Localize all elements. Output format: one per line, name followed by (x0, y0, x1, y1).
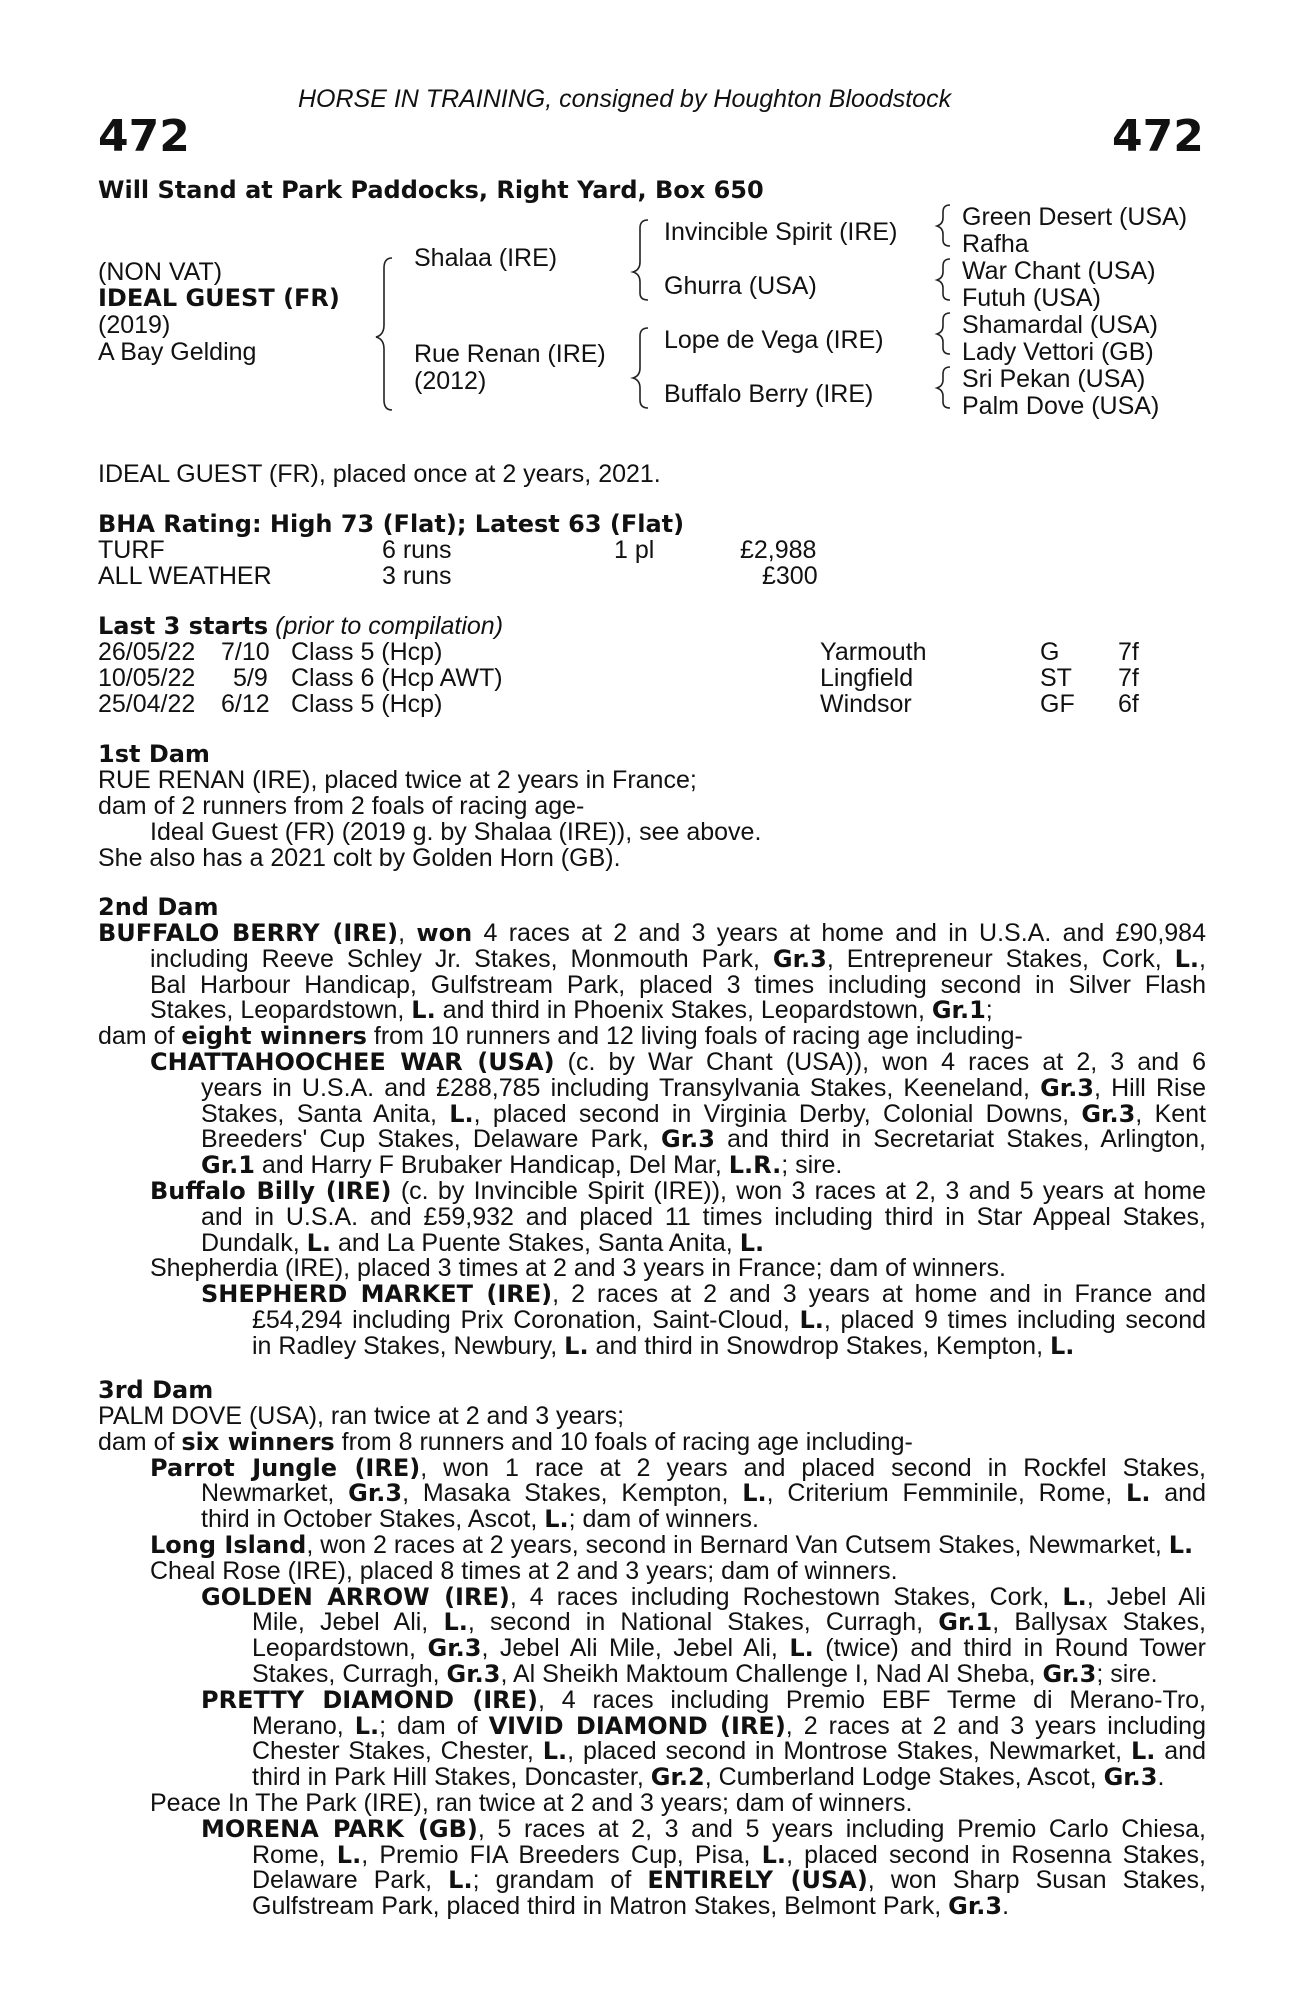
pedigree-line: Stakes, Curragh, Gr.3, Al Sheikh Maktoum Challenge I, Nad Al Sheba, Gr.3; sire. (252, 1660, 1158, 1688)
pedigree-line: Long Island, won 2 races at 2 years, second in Bernard Van Cutsem Stakes, Newmarket, L. (150, 1531, 1194, 1559)
rating-placings-1: 1 pl (614, 536, 655, 564)
pedigree-line: third in October Stakes, Ascot, L.; dam of winners. (201, 1505, 759, 1533)
pedigree-line: Buffalo Billy (IRE) (c. by Invincible Spirit (IRE)), won 3 races at 2, 3 and 5 years at home (150, 1178, 1206, 1204)
pedigree-line: BUFFALO BERRY (IRE), won 4 races at 2 and 3 years at home and in U.S.A. and £90,984 (98, 920, 1206, 946)
rating-runs-2: 3 runs (382, 562, 452, 590)
pedigree-line: Delaware Park, L.; grandam of ENTIRELY (USA), won Sharp Susan Stakes, (252, 1867, 1206, 1893)
horse-year: (2019) (98, 311, 171, 339)
start-position: 5/9 (233, 664, 268, 692)
last-starts-heading-row (98, 613, 503, 639)
pedigree-gen3-4: Futuh (USA) (962, 284, 1101, 312)
lot-number-right: 472 (1112, 111, 1204, 162)
pedigree-line: Gulfstream Park, placed third in Matron Stakes, Belmont Park, Gr.3. (252, 1892, 1010, 1920)
rating-surface-1: TURF (98, 536, 165, 564)
pedigree-line: PRETTY DIAMOND (IRE), 4 races including Premio EBF Terme di Merano-Tro, (201, 1687, 1206, 1713)
pedigree-gen3-2: Rafha (962, 230, 1029, 258)
first-dam-line: She also has a 2021 colt by Golden Horn (GB). (98, 844, 621, 872)
pedigree-line: PALM DOVE (USA), ran twice at 2 and 3 years; (98, 1402, 625, 1430)
pedigree-line: £54,294 including Prix Coronation, Saint-Cloud, L., placed 9 times including second (252, 1307, 1206, 1333)
pedigree-line: CHATTAHOOCHEE WAR (USA) (c. by War Chant (USA)), won 4 races at 2, 3 and 6 (150, 1049, 1206, 1075)
rating-surface-2: ALL WEATHER (98, 562, 272, 590)
pedigree-line: Chester Stakes, Chester, L., placed second in Montrose Stakes, Newmarket, L. and (252, 1738, 1206, 1764)
start-distance: 7f (1118, 638, 1139, 666)
rating-runs-1: 6 runs (382, 536, 452, 564)
last-starts-heading: Last 3 starts (98, 612, 269, 640)
pedigree-line: Dundalk, L. and La Puente Stakes, Santa Anita, L. (201, 1229, 765, 1257)
first-dam-line: RUE RENAN (IRE), placed twice at 2 years in France; (98, 766, 697, 794)
start-going: G (1040, 638, 1060, 666)
pedigree-sire: Shalaa (IRE) (414, 244, 558, 272)
first-dam-line: dam of 2 runners from 2 foals of racing age- (98, 792, 585, 820)
pedigree-line: and in U.S.A. and £59,932 and placed 11 times including third in Star Appeal Stakes, (201, 1204, 1206, 1230)
stand-location: Will Stand at Park Paddocks, Right Yard, Box 650 (98, 176, 764, 204)
start-course: Yarmouth (820, 638, 927, 666)
pedigree-line: dam of eight winners from 10 runners and 12 living foals of racing age including- (98, 1022, 1023, 1050)
start-race: Class 5 (Hcp) (291, 690, 443, 718)
pedigree-line: including Reeve Schley Jr. Stakes, Monmouth Park, Gr.3, Entrepreneur Stakes, Cork, L., (150, 946, 1206, 972)
pedigree-dam-year: (2012) (414, 367, 487, 395)
pedigree-line: Bal Harbour Handicap, Gulfstream Park, placed 3 times including second in Silver Flash (150, 972, 1206, 998)
pedigree-gen3-1: Green Desert (USA) (962, 203, 1188, 231)
start-date: 25/04/22 (98, 690, 196, 718)
pedigree-gen3-3: War Chant (USA) (962, 257, 1156, 285)
pedigree-line: dam of six winners from 8 runners and 10 foals of racing age including- (98, 1428, 913, 1456)
pedigree-line: Shepherdia (IRE), placed 3 times at 2 and 3 years in France; dam of winners. (150, 1254, 1006, 1282)
pedigree-gen2-1: Invincible Spirit (IRE) (664, 218, 898, 246)
second-dam-heading: 2nd Dam (98, 893, 219, 921)
start-race: Class 5 (Hcp) (291, 638, 443, 666)
start-course: Windsor (820, 690, 912, 718)
pedigree-line: years in U.S.A. and £288,785 including Transylvania Stakes, Keeneland, Gr.3, Hill Rise (201, 1075, 1206, 1101)
pedigree-gen2-4: Buffalo Berry (IRE) (664, 380, 874, 408)
pedigree-line: Parrot Jungle (IRE), won 1 race at 2 years and placed second in Rockfel Stakes, (150, 1455, 1206, 1481)
vat-status: (NON VAT) (98, 258, 223, 286)
start-date: 10/05/22 (98, 664, 196, 692)
start-position: 6/12 (221, 690, 270, 718)
pedigree-line: in Radley Stakes, Newbury, L. and third in Snowdrop Stakes, Kempton, L. (252, 1332, 1075, 1360)
pedigree-line: Breeders' Cup Stakes, Delaware Park, Gr.3 and third in Secretariat Stakes, Arlington, (201, 1126, 1206, 1152)
pedigree-gen3-7: Sri Pekan (USA) (962, 365, 1146, 393)
race-summary: IDEAL GUEST (FR), placed once at 2 years, 2021. (98, 460, 661, 488)
first-dam-line: Ideal Guest (FR) (2019 g. by Shalaa (IRE)), see above. (150, 818, 762, 846)
first-dam-heading: 1st Dam (98, 740, 210, 768)
pedigree-line: Stakes, Santa Anita, L., placed second in Virginia Derby, Colonial Downs, Gr.3, Kent (201, 1101, 1206, 1127)
consignment-line: HORSE IN TRAINING, consigned by Houghton Bloodstock (298, 85, 952, 113)
pedigree-line: Stakes, Leopardstown, L. and third in Phoenix Stakes, Leopardstown, Gr.1; (150, 996, 993, 1024)
horse-description: A Bay Gelding (98, 338, 257, 366)
pedigree-dam: Rue Renan (IRE) (414, 340, 606, 368)
pedigree-gen2-3: Lope de Vega (IRE) (664, 326, 884, 354)
pedigree-line: Peace In The Park (IRE), ran twice at 2 and 3 years; dam of winners. (150, 1789, 913, 1817)
start-distance: 7f (1118, 664, 1139, 692)
rating-earnings-2: £300 (762, 562, 818, 590)
pedigree-gen3-6: Lady Vettori (GB) (962, 338, 1154, 366)
start-course: Lingfield (820, 664, 914, 692)
pedigree-line: Cheal Rose (IRE), placed 8 times at 2 and 3 years; dam of winners. (150, 1557, 898, 1585)
start-distance: 6f (1118, 690, 1139, 718)
last-starts-note: (prior to compilation) (275, 612, 504, 640)
start-race: Class 6 (Hcp AWT) (291, 664, 503, 692)
pedigree-line: Gr.1 and Harry F Brubaker Handicap, Del Mar, L.R.; sire. (201, 1151, 843, 1179)
pedigree-gen3-5: Shamardal (USA) (962, 311, 1158, 339)
rating-heading: BHA Rating: High 73 (Flat); Latest 63 (Flat) (98, 510, 685, 538)
pedigree-line: Merano, L.; dam of VIVID DIAMOND (IRE), 2 races at 2 and 3 years including (252, 1713, 1206, 1739)
pedigree-line: third in Park Hill Stakes, Doncaster, Gr.2, Cumberland Lodge Stakes, Ascot, Gr.3. (252, 1763, 1165, 1791)
third-dam-heading: 3rd Dam (98, 1376, 214, 1404)
pedigree-line: GOLDEN ARROW (IRE), 4 races including Rochestown Stakes, Cork, L., Jebel Ali (201, 1584, 1206, 1610)
pedigree-gen2-2: Ghurra (USA) (664, 272, 817, 300)
start-going: ST (1040, 664, 1072, 692)
start-date: 26/05/22 (98, 638, 196, 666)
start-position: 7/10 (221, 638, 270, 666)
pedigree-line: Mile, Jebel Ali, L., second in National Stakes, Curragh, Gr.1, Ballysax Stakes, (252, 1609, 1206, 1635)
start-going: GF (1040, 690, 1075, 718)
pedigree-line: Rome, L., Premio FIA Breeders Cup, Pisa, L., placed second in Rosenna Stakes, (252, 1842, 1206, 1868)
pedigree-line: MORENA PARK (GB), 5 races at 2, 3 and 5 years including Premio Carlo Chiesa, (201, 1816, 1206, 1842)
rating-earnings-1: £2,988 (740, 536, 817, 564)
horse-name: IDEAL GUEST (FR) (98, 284, 340, 312)
pedigree-gen3-8: Palm Dove (USA) (962, 392, 1160, 420)
lot-number-left: 472 (98, 111, 190, 162)
pedigree-line: Newmarket, Gr.3, Masaka Stakes, Kempton, L., Criterium Femminile, Rome, L. and (201, 1480, 1206, 1506)
pedigree-line: Leopardstown, Gr.3, Jebel Ali Mile, Jebel Ali, L. (twice) and third in Round Tower (252, 1635, 1206, 1661)
pedigree-line: SHEPHERD MARKET (IRE), 2 races at 2 and 3 years at home and in France and (201, 1281, 1206, 1307)
